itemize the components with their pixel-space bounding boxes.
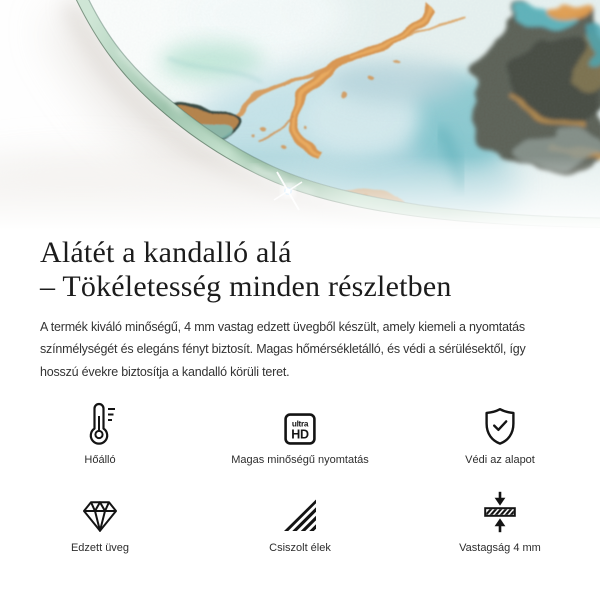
ultra-hd-icon-text-top: ultra	[291, 419, 309, 429]
feature-polished-edges	[200, 487, 400, 555]
product-description	[40, 316, 560, 383]
ultra-hd-icon-text-bottom: HD	[291, 427, 309, 442]
feature-thickness	[400, 487, 600, 555]
polished-edges-icon	[282, 499, 318, 533]
feature-heat-resistant	[0, 399, 200, 467]
thickness-icon	[483, 491, 517, 533]
feature-tempered-glass	[0, 487, 200, 555]
feature-protects-base	[400, 399, 600, 467]
ultra-hd-icon	[284, 413, 316, 445]
page-title-line-1: Alátét a kandalló alá	[40, 236, 292, 269]
product-hero	[0, 0, 600, 236]
page-title-line-2: – Tökéletesség minden részletben	[40, 270, 452, 303]
feature-label: Edzett üveg	[70, 542, 130, 555]
feature-grid	[0, 399, 600, 555]
page-title	[40, 236, 560, 304]
feature-label: Védi az alapot	[465, 454, 535, 467]
thermometer-icon	[83, 401, 117, 445]
product-image	[0, 0, 600, 236]
feature-label: Hőálló	[84, 454, 116, 467]
feature-label: Magas minőségű nyomtatás	[231, 454, 369, 467]
shield-check-icon	[483, 407, 517, 445]
diamond-icon	[82, 500, 118, 533]
description-line: A termék kiváló minőségű, 4 mm vastag edzett üvegből készült, amely kiemeli a nyomtatás	[40, 320, 525, 334]
description-line: színmélységét és elegáns fényt biztosít. Magas hőmérsékletálló, és védi a sérülésektől, így	[40, 342, 526, 357]
feature-high-quality-print	[200, 399, 400, 467]
feature-label: Vastagság 4 mm	[459, 542, 541, 555]
feature-label: Csiszolt élek	[269, 542, 331, 555]
bottom-fade	[0, 150, 600, 236]
description-line: hosszú évekre biztosítja a kandalló körüli teret.	[40, 364, 290, 379]
